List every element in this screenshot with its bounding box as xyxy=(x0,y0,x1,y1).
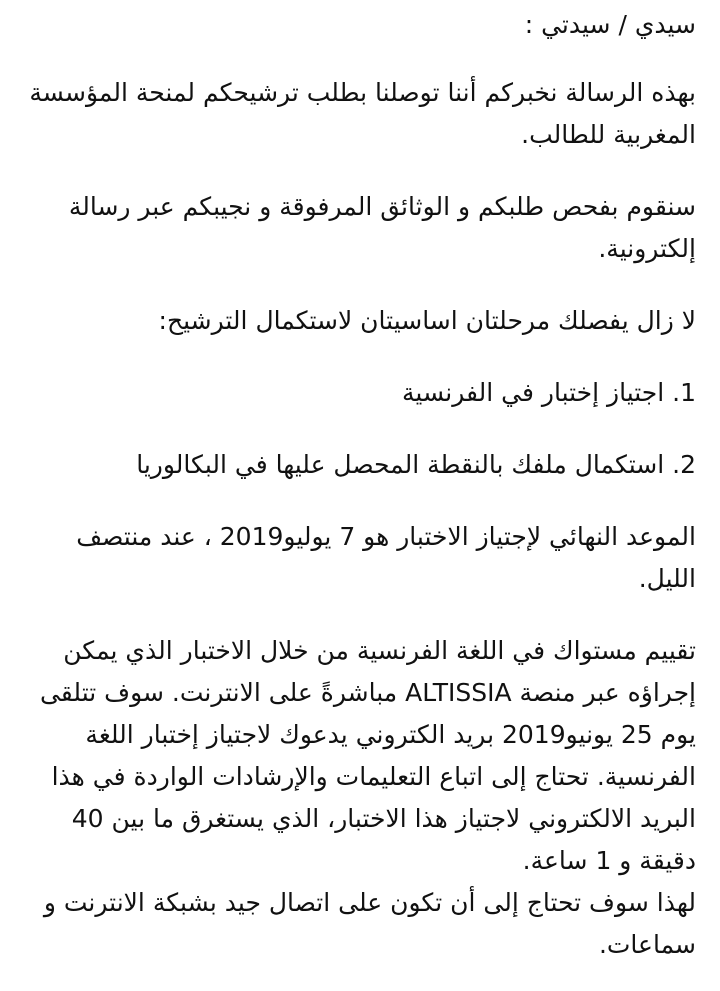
paragraph-line: الموعد النهائي لإجتياز الاختبار هو 7 يوليو2019 ، عند منتصف xyxy=(76,522,696,551)
paragraph-line: سماعات. xyxy=(598,930,696,959)
paragraph-application-received xyxy=(12,72,696,156)
salutation: سيدي / سيدتي : xyxy=(524,10,696,39)
paragraph-line: الليل. xyxy=(638,564,696,593)
paragraph-review-documents xyxy=(12,186,696,270)
paragraph-line: المغربية للطالب. xyxy=(521,120,696,149)
paragraph-line: بهذه الرسالة نخبركم أننا توصلنا بطلب ترشيحكم لمنحة المؤسسة xyxy=(29,78,696,107)
paragraph-remaining-steps: لا زال يفصلك مرحلتان اساسيتان لاستكمال الترشيح: xyxy=(158,306,696,335)
step-baccalaureate-grade: 2. استكمال ملفك بالنقطة المحصل عليها في البكالوريا xyxy=(136,450,696,479)
paragraph-line: يوم 25 يونيو2019 بريد الكتروني يدعوك لاجتياز إختبار اللغة xyxy=(85,720,696,749)
paragraph-line: دقيقة و 1 ساعة. xyxy=(522,846,696,875)
paragraph-line: تقييم مستواك في اللغة الفرنسية من خلال الاختبار الذي يمكن xyxy=(63,636,696,665)
paragraph-line: إجراؤه عبر منصة ALTISSIA مباشرةً على الانترنت. سوف تتلقى xyxy=(39,678,696,707)
paragraph-line: الفرنسية. تحتاج إلى اتباع التعليمات والإرشادات الواردة في هذا xyxy=(51,762,696,791)
paragraph-line: سنقوم بفحص طلبكم و الوثائق المرفوقة و نجيبكم عبر رسالة xyxy=(68,192,696,221)
paragraph-deadline xyxy=(12,516,696,600)
paragraph-line: البريد الالكتروني لاجتياز هذا الاختبار، الذي يستغرق ما بين 40 xyxy=(71,804,696,833)
paragraph-line: لهذا سوف تحتاج إلى أن تكون على اتصال جيد بشبكة الانترنت و xyxy=(43,888,696,917)
paragraph-evaluation xyxy=(12,630,696,966)
step-french-test: 1. اجتياز إختبار في الفرنسية xyxy=(402,378,696,407)
paragraph-line: إلكترونية. xyxy=(598,234,696,263)
